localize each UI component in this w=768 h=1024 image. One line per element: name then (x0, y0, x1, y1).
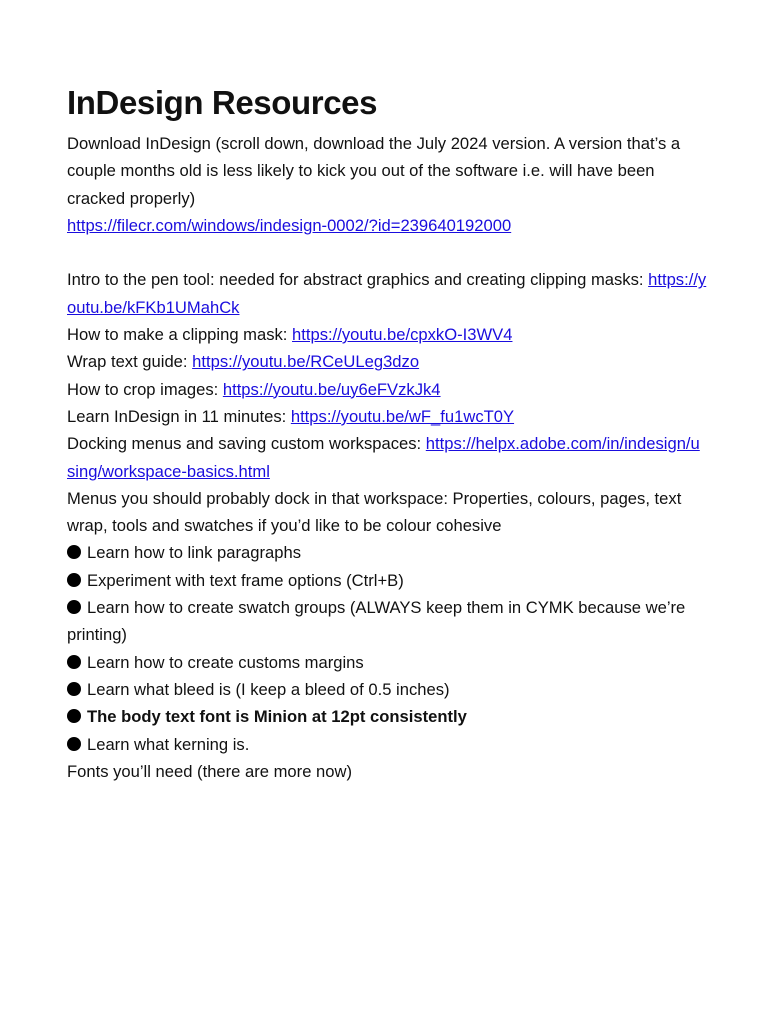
bullet-icon (67, 737, 81, 751)
download-text: Download InDesign (scroll down, download the July 2024 version. A version that’s a couple months old is less likely to kick you out of the software i.e. will have been cracked properly) (67, 134, 681, 208)
bullet-text: The body text font is Minion at 12pt consistently (87, 707, 467, 727)
wrap-text-link[interactable]: https://youtu.be/RCeULeg3dzo (192, 352, 420, 372)
bullet-item (67, 594, 708, 649)
fonts-text: Fonts you’ll need (there are more now) (67, 761, 352, 781)
resource-label: Wrap text guide: (67, 352, 193, 372)
bullet-text: Learn what bleed is (I keep a bleed of 0.5 inches) (87, 679, 450, 699)
bullet-icon (67, 545, 81, 559)
bullet-icon (67, 682, 81, 696)
bullet-item (67, 539, 708, 566)
bullet-text: Learn how to create customs margins (87, 652, 364, 672)
resource-label: How to make a clipping mask: (67, 325, 293, 345)
learn-indesign-link[interactable]: https://youtu.be/wF_fu1wcT0Y (290, 406, 515, 426)
resource-label: Intro to the pen tool: needed for abstract graphics and creating clipping masks: (67, 270, 649, 290)
resource-line-wrap-text (67, 348, 708, 375)
resource-line-clipping-mask (67, 321, 708, 348)
resource-line-learn-indesign (67, 403, 708, 430)
bullet-item (67, 567, 708, 594)
blank-line (67, 239, 708, 266)
menus-text: Menus you should probably dock in that workspace: Properties, colours, pages, text wrap, tools and swatches if you’d like to be colour cohesive (67, 488, 682, 536)
resource-label: How to crop images: (67, 379, 223, 399)
bullet-text: Learn how to create swatch groups (ALWAYS keep them in CYMK because we’re printing) (67, 598, 686, 645)
resource-line-pen-tool (67, 266, 708, 321)
resource-line-workspaces (67, 430, 708, 485)
bullet-icon (67, 655, 81, 669)
bullet-item-bold (67, 703, 708, 730)
bullet-item (67, 676, 708, 703)
clipping-mask-link[interactable]: https://youtu.be/cpxkO-I3WV4 (292, 325, 513, 345)
bullet-item (67, 731, 708, 758)
bullet-text: Learn how to link paragraphs (87, 543, 302, 563)
bullet-icon (67, 573, 81, 587)
page-title: InDesign Resources (67, 84, 378, 121)
download-link[interactable]: https://filecr.com/windows/indesign-0002/?id=239640192000 (67, 215, 512, 235)
download-link-line (67, 212, 708, 239)
resource-label: Learn InDesign in 11 minutes: (67, 406, 291, 426)
crop-images-link[interactable]: https://youtu.be/uy6eFVzkJk4 (222, 379, 441, 399)
bullet-text: Experiment with text frame options (Ctrl+B) (87, 570, 404, 590)
resource-label: Docking menus and saving custom workspaces: (67, 434, 426, 454)
pen-tool-link[interactable]: https://youtu.be/kFKb1UMahCk (67, 270, 707, 317)
bullet-item (67, 649, 708, 676)
resource-line-crop-images (67, 376, 708, 403)
workspaces-link[interactable]: https://helpx.adobe.com/in/indesign/using/workspace-basics.html (67, 434, 700, 481)
bullet-icon (67, 709, 81, 723)
bullet-text: Learn what kerning is. (87, 734, 250, 754)
bullet-icon (67, 600, 81, 614)
